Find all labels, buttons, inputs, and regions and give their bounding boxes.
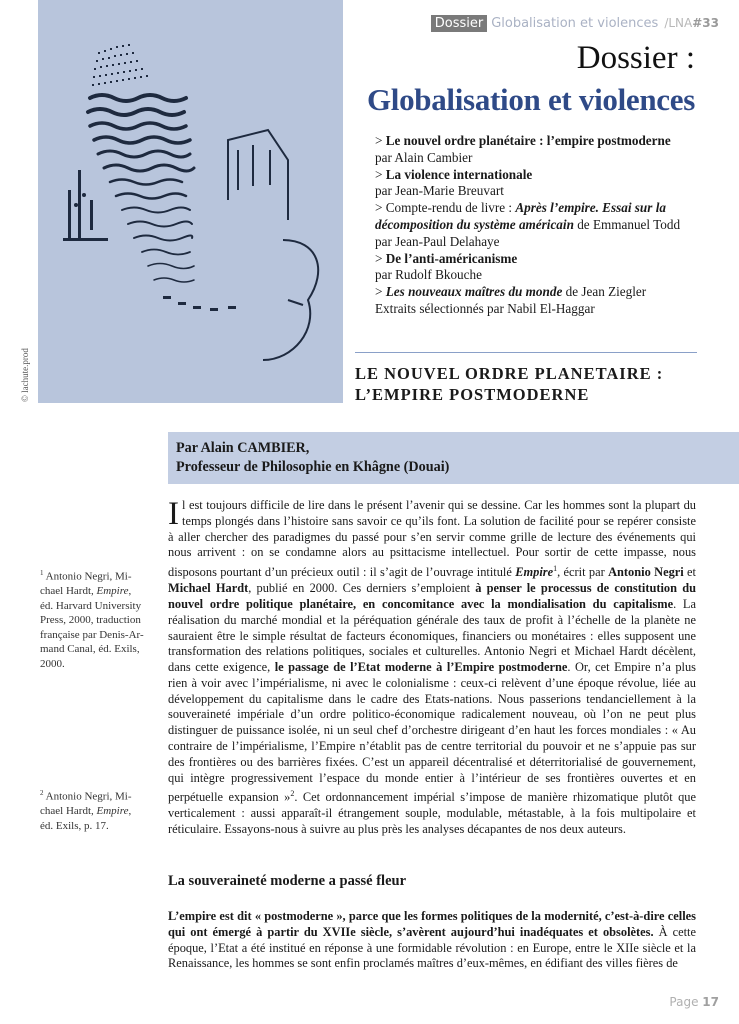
dossier-kicker: Dossier : (576, 40, 695, 76)
dossier-contents (375, 133, 705, 318)
header-issue: /LNA#33 (664, 16, 719, 30)
toc-item-title: > Compte-rendu de livre : Après l’empire. Essai sur la (375, 200, 666, 216)
header-tag: Dossier (431, 15, 487, 32)
bottom-dashes (163, 296, 236, 311)
abstract-head-drawing (38, 0, 343, 403)
illustration-credit: © lachute.prod (20, 348, 30, 402)
footnote-1: $^1$ Antonio Negri, Mi- chael Hardt, Empire, éd. Harvard University Press, 2000, traduction française par Denis-Ar- mand Canal, éd. Exils, 2000. (40, 569, 144, 670)
toc-item-title: > Le nouvel ordre planétaire : l’empire postmoderne (375, 133, 671, 148)
article-body (168, 498, 696, 838)
toc-item-title: > La violence internationale (375, 166, 533, 182)
section-heading-line: LE NOUVEL ORDRE PLANETAIRE : (355, 364, 664, 383)
toc-item-title: > Les nouveaux maîtres du monde de Jean Ziegler (375, 284, 647, 300)
dossier-title: Globalisation et violences (366, 82, 695, 117)
subheading: La souveraineté moderne a passé fleur (168, 873, 407, 889)
section-rule (355, 352, 697, 353)
toc-item-title: > De l’anti-américanisme (375, 250, 518, 266)
toc-item-title-cont: décomposition du système américain de Emmanuel Todd (375, 216, 681, 232)
paragraph: L’empire est dit « postmoderne », parce que les formes politiques de la modernité, c’est-à-dire celles qui ont émergé à partir du XVIIe siècle, s’avèrent aujourd’hui inadéquates et obsolètes. À cette époque, l’Etat a été institué en réponse à une formidable révolution : en Europe, entre le XIIe siècle et la Renaissance, les hommes se sont enfin proclamés maîtres d’eux-mêmes, en édifiant des villes fières de (168, 909, 696, 971)
toc-item-author: par Alain Cambier (375, 149, 473, 165)
article-body-continued (168, 909, 696, 972)
paragraph: Il est toujours difficile de lire dans le présent l’avenir qui se dessine. Car les hommes sont la plupart du temps plongés dans l’histoire sans savoir ce qu’ils font. La solution de facilité pour se repérer consiste à aller chercher des paradigmes du passé pour s’en servir comme grille de lecture des événements qui nous arrivent : on se condamne alors au psittacisme intellectuel. Pour sortir de cette impasse, nous disposons pourtant d’un précieux outil : il s’agit de l’ouvrage intitulé Empire$^1$, écrit par Antonio Negri et Michael Hardt, publié en 2000. Ces derniers s’emploient à penser le processus de constitution du nouvel ordre politique planétaire, en concomitance avec la mondialisation du capitalisme. La réalisation du marché mondial et la péréquation générale des taux de profit à l’échelle de la planète ne sauraient être le simple résultat de facteurs économiques, financiers ou monétaires : elles supposent une transformation des relations politiques, sociales et culturelles. Antonio Negri et Michael Hardt décèlent, dans cette exigence, le passage de l’Etat moderne à l’Empire postmoderne. Or, cet Empire n’a plus rien à voir avec l’impérialisme, ni avec le colonialisme : ceux-ci relèvent d’une époque révolue, liée au développement du capitalisme dans le cadre des Etats-nations. Nous passerions tendanciellement à la souveraineté impériale d’un ordre politico-économique radicalement nouveau, où l’on ne peut plus distinguer de puissance isolée, ni un seul chef d’orchestre dirigeant d’en haut les forces mondiales : « Au contraire de l’impérialisme, l’Empire n’établit pas de centre territorial du pouvoir et ne s’appuie pas sur des frontières ou des barrières fixées. C’est un appareil décentralisé et déterritorialisé de gouvernement, qui intègre progressivement l’espace du monde entier à l’intérieur de ses frontières ouvertes et en perpétuelle expansion »$^2$. Cet ordonnancement impérial s’impose de manière rhizomatique plutôt que verticalement : aussi apparaît-il étrangement souple, modulable, métastable, à la fois multipolaire et réticulaire. Essayons-nous à suivre au plus près les analyses décapantes de nos deux auteurs. (168, 496, 696, 837)
wave-lines (88, 95, 194, 282)
left-marks (63, 170, 108, 241)
toc-item-author: par Rudolf Bkouche (375, 267, 482, 283)
drop-cap: I (168, 496, 179, 532)
section-heading (355, 363, 725, 405)
section-heading-line: L’EMPIRE POSTMODERNE (355, 385, 590, 404)
page-number: Page 17 (669, 995, 719, 1009)
dot-grid (92, 44, 148, 86)
header-topic: Globalisation et violences (491, 15, 659, 31)
building-outline (228, 130, 318, 360)
running-header (431, 14, 719, 32)
footnote-2: $^2$ Antonio Negri, Mi- chael Hardt, Empire, éd. Exils, p. 17. (40, 789, 132, 832)
author-band (168, 432, 739, 484)
toc-item-author: par Jean-Marie Breuvart (375, 183, 504, 199)
dossier-illustration (38, 0, 343, 403)
toc-item-author: Extraits sélectionnés par Nabil El-Haggar (375, 300, 595, 316)
author-name: Par Alain CAMBIER, (176, 440, 310, 456)
toc-item-author: par Jean-Paul Delahaye (375, 233, 500, 249)
author-role: Professeur de Philosophie en Khâgne (Douai) (176, 459, 450, 475)
